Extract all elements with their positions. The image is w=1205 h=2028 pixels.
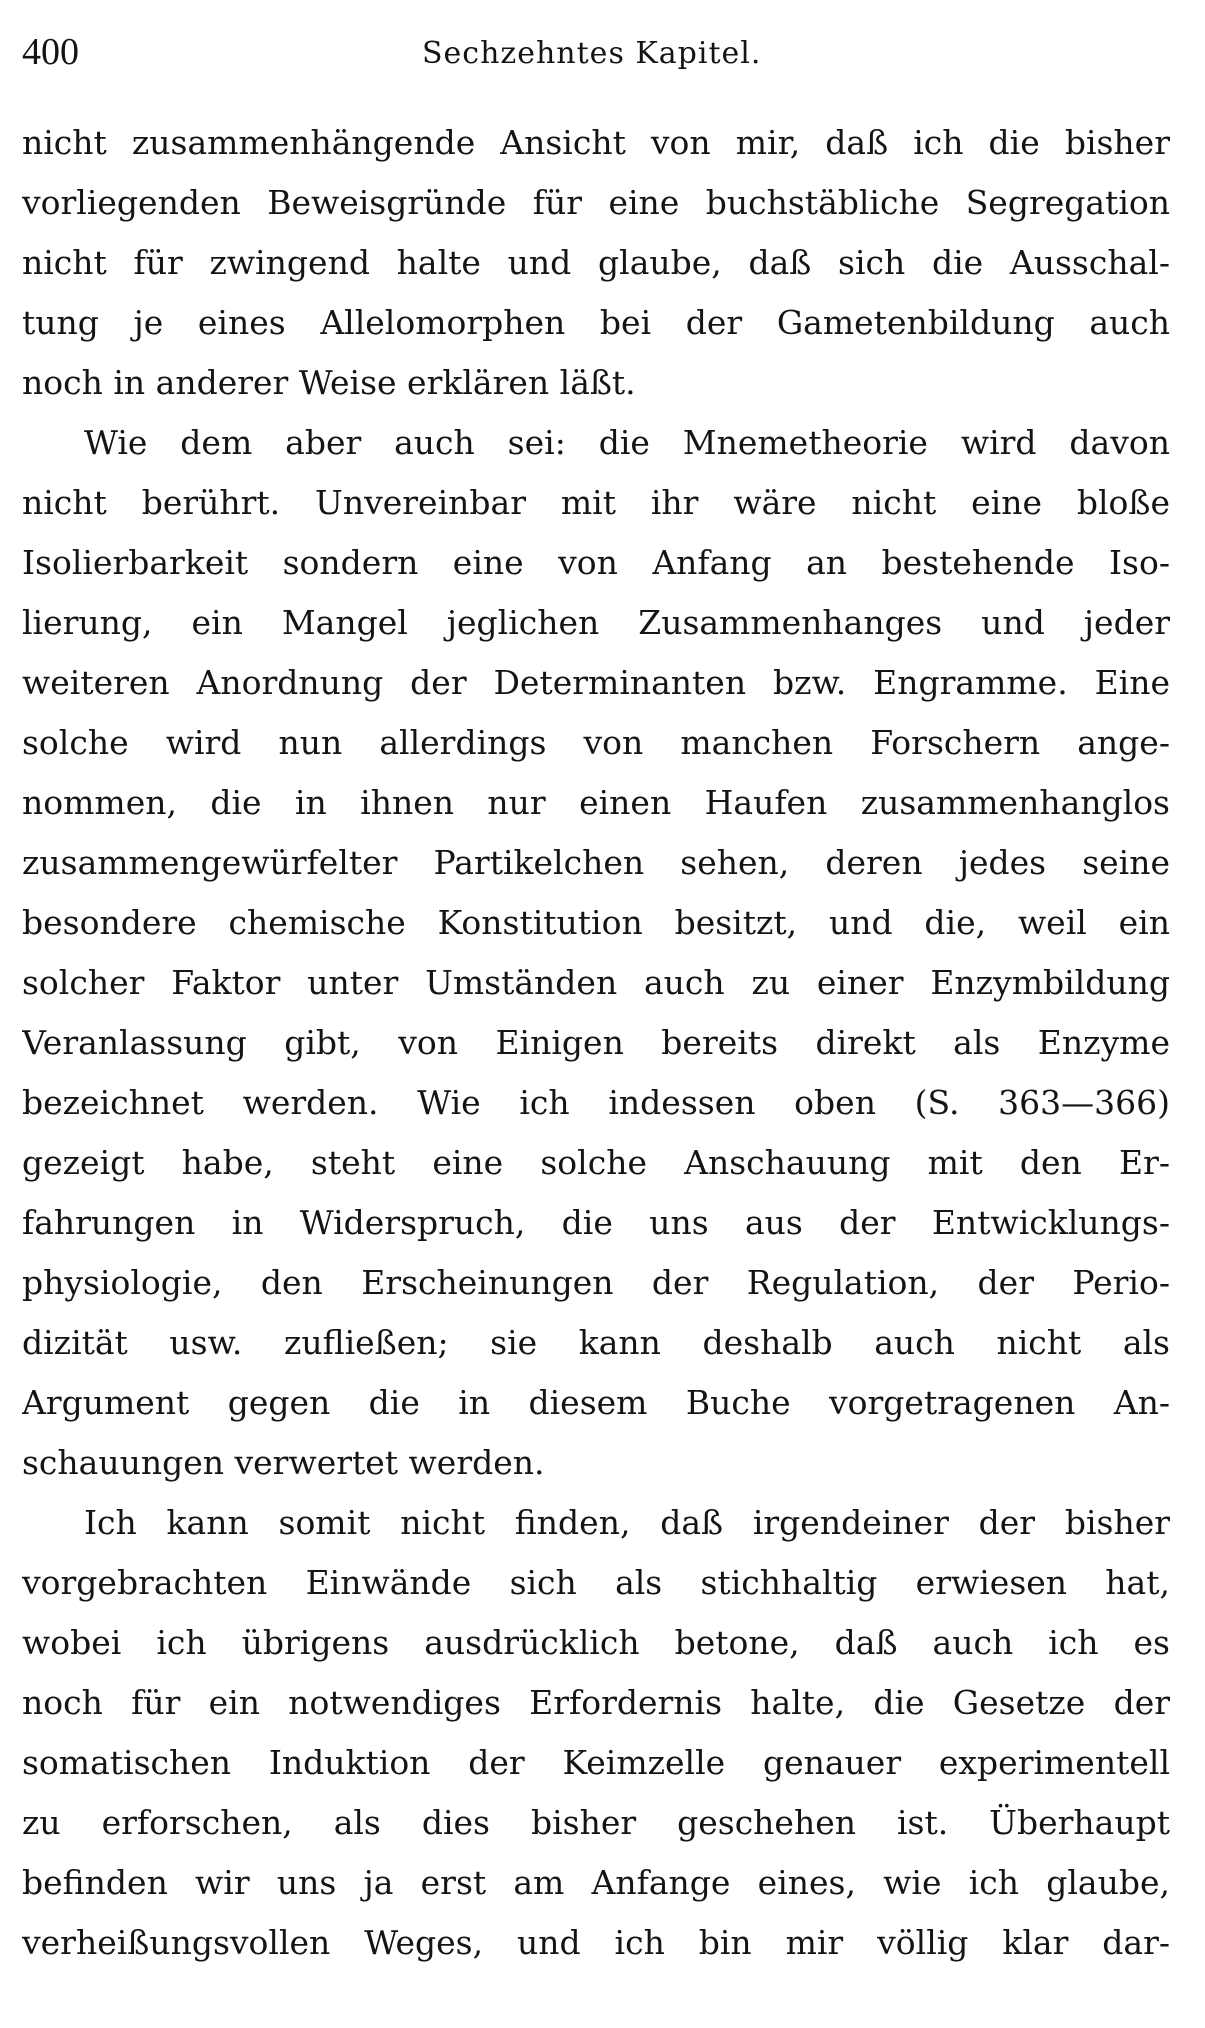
text-line: vorgebrachten Einwände sich als stichhaltig erwiesen hat,	[22, 1563, 1170, 1602]
text-line: verheißungsvollen Weges, und ich bin mir völlig klar dar-	[22, 1923, 1170, 1962]
page-header	[22, 22, 1172, 82]
text-line: zu erforschen, als dies bisher geschehen ist. Überhaupt	[22, 1803, 1170, 1842]
text-line: wobei ich übrigens ausdrücklich betone, daß auch ich es	[22, 1623, 1170, 1662]
text-line: Ich kann somit nicht finden, daß irgendeiner der bisher	[84, 1503, 1170, 1542]
text-line: nicht berührt. Unvereinbar mit ihr wäre nicht eine bloße	[22, 483, 1170, 522]
text-line: Veranlassung gibt, von Einigen bereits direkt als Enzyme	[22, 1023, 1170, 1062]
text-line: vorliegenden Beweisgründe für eine buchstäbliche Segregation	[22, 183, 1170, 222]
text-line: fahrungen in Widerspruch, die uns aus der Entwicklungs-	[22, 1203, 1170, 1242]
text-line: gezeigt habe, steht eine solche Anschauung mit den Er-	[22, 1143, 1170, 1182]
text-line: noch für ein notwendiges Erfordernis halte, die Gesetze der	[22, 1683, 1170, 1722]
text-line: Argument gegen die in diesem Buche vorgetragenen An-	[22, 1383, 1170, 1422]
text-line: schauungen verwertet werden.	[22, 1443, 545, 1482]
text-line: solcher Faktor unter Umständen auch zu einer Enzymbildung	[22, 963, 1170, 1002]
text-line: bezeichnet werden. Wie ich indessen oben (S. 363—366)	[22, 1083, 1170, 1122]
text-line: lierung, ein Mangel jeglichen Zusammenhanges und jeder	[22, 603, 1170, 642]
text-line: nommen, die in ihnen nur einen Haufen zusammenhanglos	[22, 783, 1170, 822]
text-line: nicht für zwingend halte und glaube, daß sich die Ausschal-	[22, 243, 1170, 282]
text-line: weiteren Anordnung der Determinanten bzw. Engramme. Eine	[22, 663, 1170, 702]
text-line: physiologie, den Erscheinungen der Regulation, der Perio-	[22, 1263, 1170, 1302]
body-text	[22, 113, 1170, 1973]
text-line: besondere chemische Konstitution besitzt, und die, weil ein	[22, 903, 1170, 942]
text-line: somatischen Induktion der Keimzelle genauer experimentell	[22, 1743, 1170, 1782]
text-line: zusammengewürfelter Partikelchen sehen, deren jedes seine	[22, 843, 1170, 882]
paragraph	[22, 1493, 1170, 1973]
text-line: befinden wir uns ja erst am Anfange eines, wie ich glaube,	[22, 1863, 1170, 1902]
paragraph	[22, 413, 1170, 1493]
running-head: Sechzehntes Kapitel.	[422, 36, 762, 71]
text-line: solche wird nun allerdings von manchen Forschern ange-	[22, 723, 1170, 762]
text-line: Wie dem aber auch sei: die Mnemetheorie wird davon	[84, 423, 1170, 462]
paragraph	[22, 113, 1170, 413]
text-line: dizität usw. zufließen; sie kann deshalb auch nicht als	[22, 1323, 1170, 1362]
text-line: noch in anderer Weise erklären läßt.	[22, 363, 636, 402]
text-line: nicht zusammenhängende Ansicht von mir, daß ich die bisher	[22, 123, 1170, 162]
text-line: tung je eines Allelomorphen bei der Gametenbildung auch	[22, 303, 1170, 342]
page-number: 400	[22, 31, 79, 73]
text-line: Isolierbarkeit sondern eine von Anfang an bestehende Iso-	[22, 543, 1170, 582]
